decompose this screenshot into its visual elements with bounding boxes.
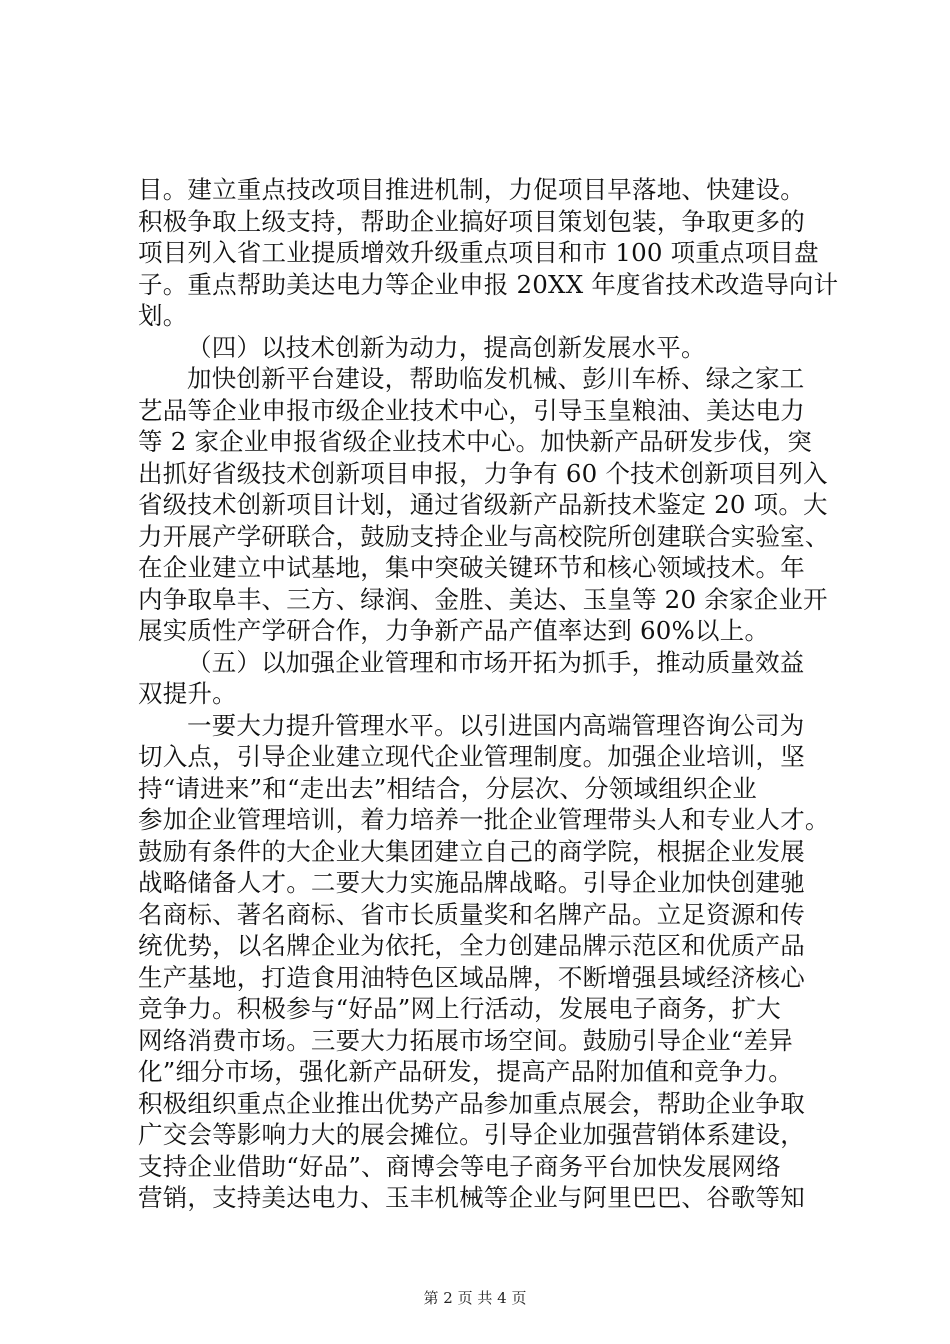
text-line: 参加企业管理培训，着力培养一批企业管理带头人和专业人才。 [138,805,830,834]
text-line: 省级技术创新项目计划，通过省级新产品新技术鉴定 20 项。大 [138,490,828,519]
text-line: 统优势，以名牌企业为依托，全力创建品牌示范区和优质产品 [138,931,805,960]
text-line: 切入点，引导企业建立现代企业管理制度。加强企业培训，坚 [138,742,805,771]
text-line: 项目列入省工业提质增效升级重点项目和市 100 项重点项目盘 [138,238,819,267]
text-line: 名商标、著名商标、省市长质量奖和名牌产品。立足资源和传 [138,899,805,929]
section-heading: （四）以技术创新为动力，提高创新发展水平。 [187,332,706,362]
text-line: 营销，支持美达电力、玉丰机械等企业与阿里巴巴、谷歌等知 [138,1183,805,1212]
text-line: 支持企业借助“好品”、商博会等电子商务平台加快发展网络 [138,1151,781,1181]
text-line: 力开展产学研联合，鼓励支持企业与高校院所创建联合实验室、 [138,521,830,551]
text-line: 鼓励有条件的大企业大集团建立自己的商学院，根据企业发展 [138,836,805,866]
section-heading: 双提升。 [138,679,237,708]
text-line: 竞争力。积极参与“好品”网上行活动，发展电子商务，扩大 [138,994,781,1023]
text-line: 内争取阜丰、三方、绿润、金胜、美达、玉皇等 20 余家企业开 [138,584,828,614]
text-line: 在企业建立中试基地，集中突破关键环节和核心领域技术。年 [138,553,805,582]
section-heading: （五）以加强企业管理和市场开拓为抓手，推动质量效益 [187,647,805,677]
text-line: 战略储备人才。二要大力实施品牌战略。引导企业加快创建驰 [138,868,805,897]
text-line: 艺品等企业申报市级企业技术中心，引导玉皇粮油、美达电力 [138,395,805,425]
text-line: 积极组织重点企业推出优势产品参加重点展会，帮助企业争取 [138,1088,805,1118]
text-line: 目。建立重点技改项目推进机制，力促项目早落地、快建设。 [138,175,805,204]
page-number-footer: 第 2 页 共 4 页 [423,1289,527,1307]
text-line: 广交会等影响力大的展会摊位。引导企业加强营销体系建设， [138,1120,805,1149]
text-line: 化”细分市场，强化新产品研发，提高产品附加值和竞争力。 [138,1057,793,1086]
text-line: 等 2 家企业申报省级企业技术中心。加快新产品研发步伐，突 [138,427,812,456]
text-line: 划。 [138,301,188,330]
text-line: 子。重点帮助美达电力等企业申报 20XX 年度省技术改造导向计 [138,269,839,299]
text-line: 一要大力提升管理水平。以引进国内高端管理咨询公司为 [187,710,805,740]
text-line: 持“请进来”和“走出去”相结合，分层次、分领域组织企业 [138,773,757,803]
text-line: 出抓好省级技术创新项目申报，力争有 60 个技术创新项目列入 [138,458,828,488]
text-line: 加快创新平台建设，帮助临发机械、彭川车桥、绿之家工 [187,364,805,393]
text-line: 生产基地，打造食用油特色区域品牌，不断增强县域经济核心 [138,962,805,992]
text-line: 积极争取上级支持，帮助企业搞好项目策划包装，争取更多的 [138,206,805,236]
text-line: 网络消费市场。三要大力拓展市场空间。鼓励引导企业“差异 [138,1025,793,1055]
text-line: 展实质性产学研合作，力争新产品产值率达到 60%以上。 [138,616,770,645]
